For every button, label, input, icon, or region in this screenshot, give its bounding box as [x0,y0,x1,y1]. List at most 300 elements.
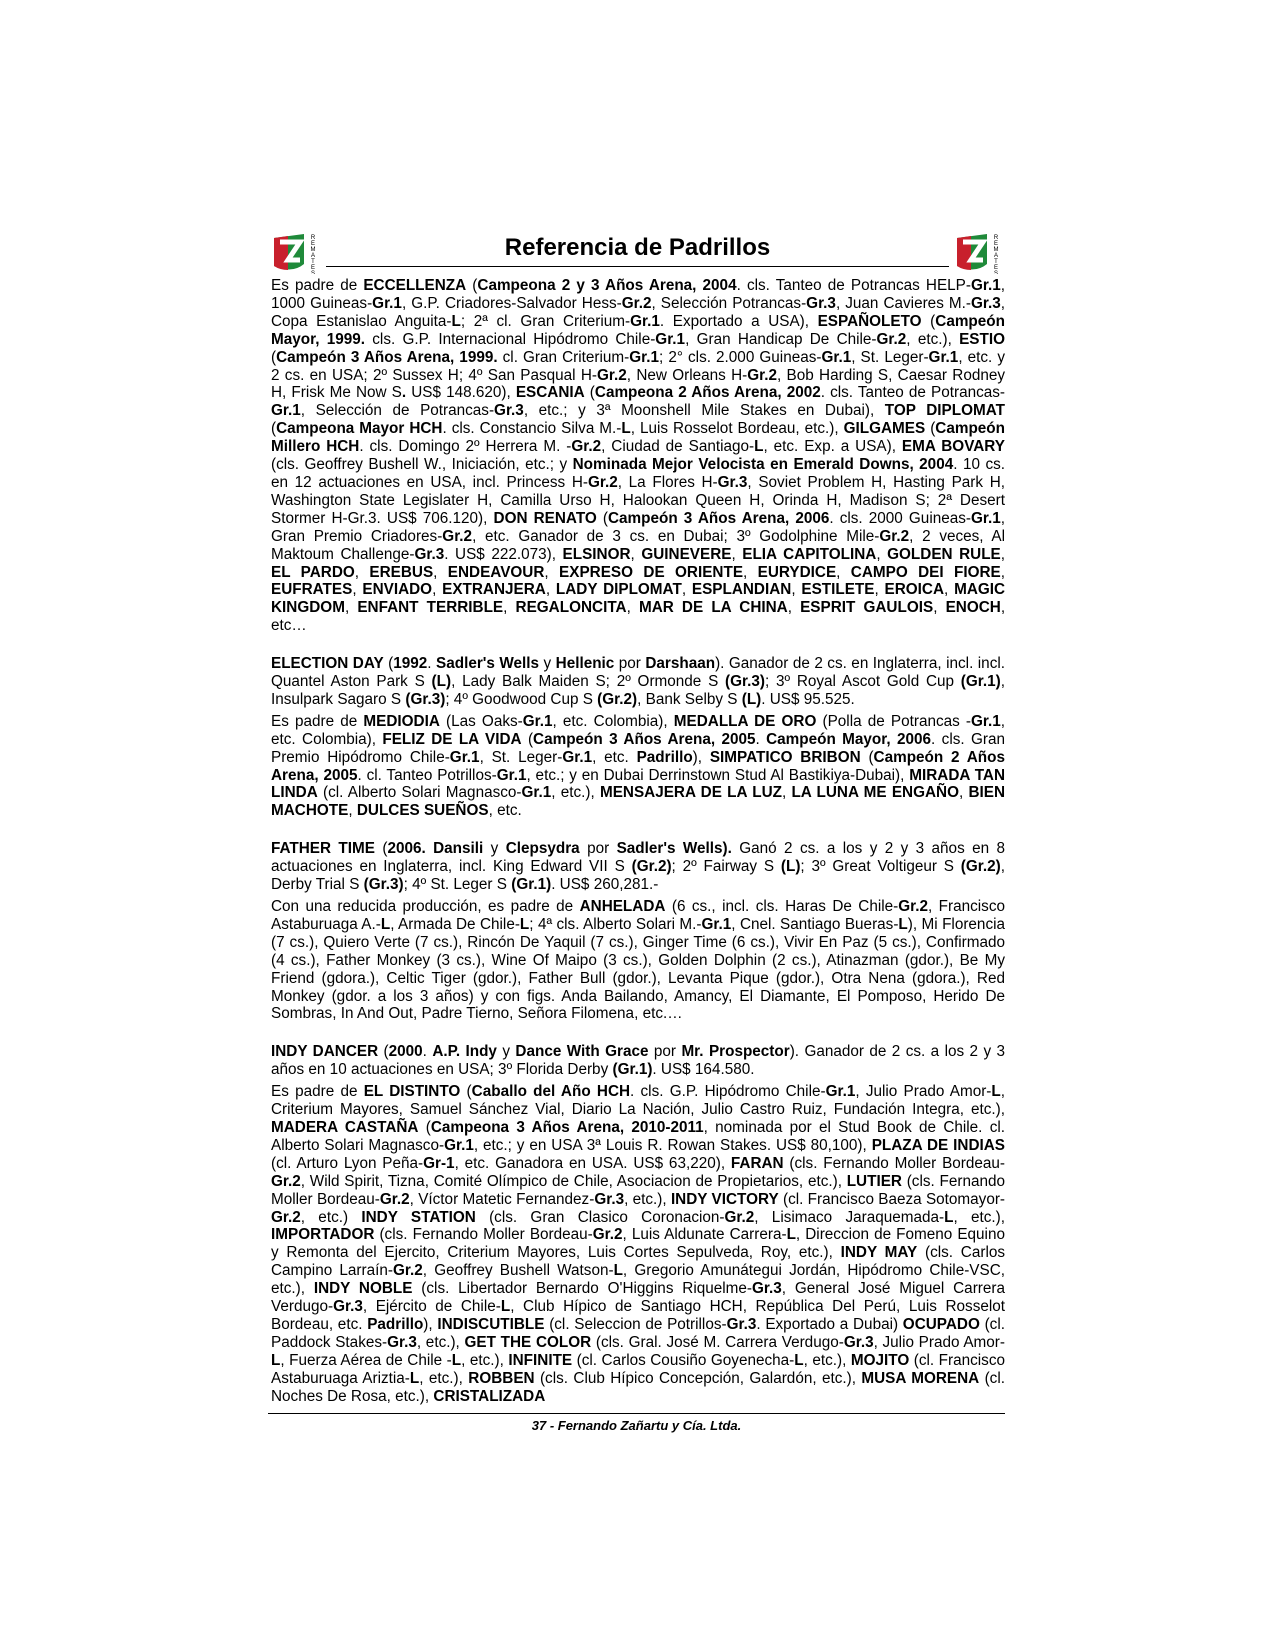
text-run: . US$ 164.580. [652,1061,755,1079]
bold-run: Campeón Mayor, 2006 [766,730,932,748]
text-run: . Exportado a Dubai) [756,1315,903,1333]
text-run: , [876,545,888,563]
text-run: ( [466,277,478,294]
text-run: , Ciudad de Santiago- [601,438,755,456]
text-run: , etc.), [551,784,600,802]
text-run: , etc.), [803,1351,851,1369]
text-run: ( [460,1083,472,1101]
text-run: ; 2° cls. 2.000 Guineas- [659,348,822,366]
bold-run: EREBUS [369,563,434,581]
page-footer: 37 - Fernando Zañartu y Cía. Ltda. [531,1418,742,1433]
bold-run: 1992 [393,655,428,673]
bold-run: MUSA MORENA [861,1369,980,1387]
bold-run: EL PARDO [271,563,355,581]
text-run: (cls. Libertador Bernardo O'Higgins Riquelme- [412,1280,753,1298]
text-run: . [422,1043,433,1061]
bold-run: CAMPO DEI FIORE [850,563,1001,581]
bold-run: (L) [741,690,762,708]
bold-run: Gr.1 [496,766,527,784]
text-run: , Geoffrey Bushell Watson- [422,1262,614,1280]
text-run: , Gregorio Amunátegui Jordán, Hipódromo Chile-VSC, etc.), [271,1262,1005,1298]
bold-run: L [613,1262,623,1280]
text-run: (cl. Carlos Cousiño Goyenecha- [572,1351,795,1369]
bold-run: ESTILETE [801,581,875,599]
text-run: (cls. Gral. José M. Carrera Verdugo- [591,1333,844,1351]
bold-run: Gr.3 [333,1298,363,1316]
bold-run: Gr.1 [522,712,553,730]
bold-run: (Gr.2) [631,858,672,876]
text-run: . cls. G.P. Hipódromo Chile- [630,1083,826,1101]
bold-run: ELIA CAPITOLINA [742,545,877,563]
remates-logo-left [270,228,322,274]
bold-run: Gr.3 [387,1333,417,1351]
text-run: . cls. Tanteo de Potrancas HELP- [736,277,971,294]
text-run: , [348,802,357,820]
bold-run: A.P. Indy [432,1043,497,1061]
text-run: , Gran Handicap De Chile- [685,330,877,348]
bold-run: GET THE COLOR [464,1333,592,1351]
bold-run: Clepsydra [505,840,580,858]
bold-run: Campeón 2 Años Arena, 2005 [271,748,1005,784]
bold-run: Campeona 3 Años Arena, 2010-2011 [430,1118,704,1136]
text-run: , Direccion de Fomeno Equino y Remonta del Ejercito, Criterium Mayores, Luis Cortes Sepulveda, Roy, etc.), [271,1226,1005,1262]
bold-run: EURYDICE [757,563,837,581]
text-run: , [874,581,885,599]
bold-run: (Gr.2) [597,690,638,708]
text-run: , Insulpark Sagaro S [271,673,1005,708]
indy-dancer-entry [271,1043,1005,1079]
bold-run: (Gr.3) [725,673,765,691]
bold-run: Sadler's Wells). [616,840,732,858]
bold-run: ESCANIA [515,384,585,402]
bold-run: Campeona Mayor HCH [276,420,443,438]
text-run: (cls. Fernando Moller Bordeau- [271,1172,1005,1208]
text-run: . Exportado a USA), [659,312,818,330]
text-run: , Francisco Astaburuaga A.- [271,898,1005,933]
bold-run: 2000 [388,1043,423,1061]
text-run: y [496,1043,516,1061]
bold-run: Gr.2 [898,898,929,915]
text-run: ), [692,748,710,766]
text-run: , [1000,563,1006,581]
text-run: (6 cs., incl. cls. Haras De Chile- [665,898,899,915]
text-run: (cls. Geoffrey Bushell W., Iniciación, etc.; y [271,456,573,474]
text-run: (cls. Gran Clasico Coronacion- [475,1208,725,1226]
bold-run: Gr.3 [843,1333,874,1351]
bold-run: Sadler's Wells [436,655,540,673]
text-run: , General José Miguel Carrera Verdugo- [271,1280,1005,1316]
bold-run: INFINITE [508,1351,573,1369]
text-run: , [944,581,955,599]
bold-run: ENFANT TERRIBLE [357,599,504,617]
text-run: (cl. Alberto Solari Magnasco- [317,784,522,802]
bold-run: EMA BOVARY [901,438,1005,456]
bold-run: MENSAJERA DE LA LUZ [599,784,782,802]
bold-run: DON RENATO [493,509,597,527]
text-run: . [755,730,767,748]
bold-run: Gr.3 [752,1280,782,1298]
bold-run: ELECTION DAY [271,655,384,673]
bold-run: L [754,438,764,456]
bold-run: Gr.2 [597,366,627,384]
father-time-progeny-paragraph [271,898,1005,1023]
text-run: , [344,599,358,617]
bold-run: Gr.2 [271,1208,301,1226]
bold-run: GILGAMES [843,420,926,438]
bold-run: INDY STATION [361,1208,476,1226]
text-run: ), Mi Florencia (7 cs.), Quiero Verte (7 cs.), Rincón De Yaquil (7 cs.), Ginger Time (6 cs.), Vivir En Paz (5 cs.), Confirmado (4 cs.), Father Monkey (3 cs.), Wine Of Maipo (3 cs.), Golden Dolphin (2 cs.), Atinazman (gdor.), Be My Friend (gdora.), Celtic Tiger (gdor.), Father Bull (gdor.), Levanta Pique (gdor.), Otra Nena (gdora.), Red Monkey (gdor. a los 3 años) y con figs. Anda Bailando, Amancy, El Diamante, El Pomposo, Herido De Sombras, In And Out, Padre Tierno, Señora Filomena, etc.… [271,915,1005,1023]
text-run: . US$ 260,281.- [551,876,659,894]
text-run: , Víctor Matetic Fernandez- [409,1190,595,1208]
text-run: cl. Gran Criterium- [497,348,630,366]
text-run: , etc.), [419,1369,469,1387]
text-run: US$ 148.620), [406,384,516,402]
indy-dancer-progeny-paragraph [271,1083,1005,1405]
bold-run: Gr.1 [701,915,732,933]
bold-run: Gr.2 [724,1208,755,1226]
bold-run: PLAZA DE INDIAS [871,1136,1006,1154]
svg-text:REMATES: R E M A T E S [310,235,316,274]
text-run: , St. Leger- [479,748,563,766]
bold-run: Gr.1 [970,509,1001,527]
text-run: , Bank Selby S [637,690,742,708]
text-run: ( [271,420,277,438]
remates-logo-right [953,228,1005,274]
election-day-progeny-paragraph [271,713,1005,820]
text-run: , etc. Ganador de 3 cs. en Dubai; 3º Godolphine Mile- [472,527,880,545]
text-run: , Selección de Potrancas- [300,402,495,420]
text-run: , 2 veces, Al Maktoum Challenge- [271,527,1005,563]
text-run: . cls. 2000 Guineas- [829,509,971,527]
text-run: , etc. Ganadora en USA. US$ 63,220), [454,1154,731,1172]
bold-run: Gr.2 [879,527,910,545]
text-run: , Copa Estanislao Anguita- [271,294,1006,330]
text-run: , etc. y 2 cs. en USA; 2º Sussex H; 4º San Pasqual H- [271,348,1006,384]
bold-run: ESPRIT GAULOIS [800,599,934,617]
bold-run: EUFRATES [271,581,353,599]
text-run: ( [271,348,277,366]
text-run: , [433,563,448,581]
bold-run: Gr.2 [392,1262,423,1280]
svg-text:REMATES: R E M A T E S [993,235,999,274]
bold-run: Gr.1 [970,277,1001,294]
text-run: , La Flores H- [617,473,718,491]
bold-run: Gr.1 [821,348,852,366]
text-run: , [836,563,851,581]
bold-run: Gr-1 [423,1154,455,1172]
bold-run: LUTIER [846,1172,902,1190]
text-run: , etc.), [416,1333,465,1351]
bold-run: INDY DANCER [271,1043,379,1061]
text-run: . [427,655,437,673]
text-run: ( [596,509,608,527]
father-time-entry [271,840,1005,894]
bold-run: INDY NOBLE [313,1280,413,1298]
text-run: , [791,581,802,599]
bold-run: Gr.2 [271,1172,301,1190]
bold-run: L [380,915,391,933]
bold-run: MEDIODIA [363,712,440,730]
bold-run: (Gr.2) [960,858,1001,876]
text-run: , Luis Rosselot Bordeau, etc.), [630,420,844,438]
bold-run: Campeona 2 y 3 Años Arena, 2004 [477,277,737,294]
bold-run: Gr.1 [521,784,552,802]
text-run: (cl. Francisco Baeza Sotomayor- [778,1190,1006,1208]
text-run: , Bob Harding S, Caesar Rodney H, Frisk Me Now S [271,366,1006,402]
bold-run: Gr.2 [621,294,652,312]
text-run: , Julio Prado Amor- [873,1333,1005,1351]
text-run: . cls. Constancio Silva M.- [442,420,622,438]
text-run: ; 4º Goodwood Cup S [445,690,598,708]
bold-run: Gr.3 [594,1190,625,1208]
bold-run: Gr.1 [444,1136,474,1154]
text-run: , etc.; y en USA 3ª Louis R. Rowan Stakes. US$ 80,100), [473,1136,872,1154]
text-run: (cls. Carlos Campino Larraín- [271,1244,1006,1280]
bold-run: Gr.1 [630,312,660,330]
bold-run: L [786,1226,796,1244]
text-run: , etc. [592,748,637,766]
text-run: , etc. Exp. a USA), [763,438,902,456]
text-run: , [731,545,743,563]
text-run: , Derby Trial S [271,858,1005,894]
text-run: , etc.), [461,1351,509,1369]
text-run: , [781,784,792,802]
text-run: (cl. Francisco Astaburuaga Ariztia- [271,1351,1005,1387]
text-run: , Cnel. Santiago Bueras- [731,915,899,933]
bold-run: INDY VICTORY [670,1190,779,1208]
text-run: , Lisimaco Jaraquemada- [754,1208,945,1226]
text-run: , [544,563,560,581]
text-run: , [681,581,692,599]
text-run: , Wild Spirit, Tizna, Comité Olímpico de Chile, Asociacion de Propietarios, etc.), [300,1172,847,1190]
text-run: (cl. Arturo Lyon Peña- [271,1154,424,1172]
text-run: (cls. Fernando Moller Bordeau- [374,1226,593,1244]
bold-run: Padrillo [636,748,693,766]
text-run: , etc.), [906,330,960,348]
bold-run: Gr.2 [442,527,473,545]
bold-run: L [271,1351,281,1369]
bold-run: Gr.1 [971,712,1001,730]
text-run: , Ejército de Chile- [362,1298,501,1316]
bold-run: MAR DE LA CHINA [638,599,788,617]
text-run: (cls. Fernando Moller Bordeau- [783,1154,1005,1172]
bold-run: Gr.2 [588,473,618,491]
bold-run: Darshaan [645,655,716,673]
bold-run: EROICA [884,581,945,599]
bold-run: Campeón Millero HCH [271,420,1005,456]
text-run: . cls. Tanteo de Potrancas- [820,384,1005,402]
text-run: , etc.; y 3ª Moonshell Mile Stakes en Dubai), [523,402,885,420]
eccellenza-progeny-paragraph [271,277,1005,635]
bold-run: MEDALLA DE ORO [673,712,817,730]
text-run: Ganó 2 cs. a los y 2 y 3 años en 8 actuaciones en Inglaterra, incl. King Edward VII S [271,840,1006,876]
text-run: ; 4º St. Leger S [403,876,512,894]
bold-run: REGALONCITA [515,599,627,617]
text-run: , etc. Colombia), [552,712,674,730]
bold-run: Padrillo [367,1315,424,1333]
text-run: ). Ganador de 2 cs. a los 2 y 3 años en 10 actuaciones en USA; 3º Florida Derby [271,1043,1006,1079]
text-run: . cl. Tanteo Potrillos- [357,766,497,784]
text-run: , [743,563,758,581]
text-run: (cl. Paddock Stakes- [271,1315,1005,1351]
bold-run: Gr.2 [876,330,907,348]
footer-rule [268,1413,1005,1414]
bold-run: ANHELADA [579,898,666,915]
bold-run: Dance With Grace [515,1043,649,1061]
bold-run: Campeón 3 Años Arena, 1999. [276,348,498,366]
text-run: Es padre de [271,1083,364,1101]
text-run: , etc.; y en Dubai Derrinstown Stud Al Bastikiya-Dubai), [526,766,910,784]
bold-run: FELIZ DE LA VIDA [382,730,522,748]
text-run: , [626,599,639,617]
text-run: , etc… [271,599,1006,635]
text-run: (cl. Seleccion de Potrillos- [544,1315,727,1333]
bold-run: MIRADA TAN LINDA [271,766,1006,802]
text-run: , [354,563,370,581]
bold-run: ESPAÑOLETO [817,312,922,330]
bold-run: INDISCUTIBLE [437,1315,545,1333]
text-run: Con una reducida producción, es padre de [271,898,580,915]
text-run: y [539,655,556,673]
bold-run: Gr.1 [372,294,402,312]
text-run: ( [925,420,936,438]
bold-run: ELSINOR [562,545,631,563]
bold-run: ESTIO [959,330,1005,348]
text-run: , [958,784,969,802]
text-run: . 10 cs. en 12 actuaciones en USA, incl. Princess H- [271,456,1005,491]
bold-run: MADERA CASTAÑA [271,1118,419,1136]
text-run: , etc. [488,802,522,820]
text-run: . cls. Gran Premio Hipódromo Chile- [271,730,1005,766]
text-run: , [432,581,443,599]
bold-run: (Gr.3) [363,876,404,894]
text-run: , G.P. Criadores-Salvador Hess- [401,294,622,312]
bold-run: L [451,312,461,330]
text-run: Es padre de [271,712,364,730]
bold-run: Gr.3 [726,1315,757,1333]
bold-run: Gr.2 [592,1226,623,1244]
text-run: ( [383,655,394,673]
bold-run: Gr.2 [747,366,777,384]
text-run: cls. G.P. Internacional Hipódromo Chile- [365,330,656,348]
bold-run: Campeona 2 Años Arena, 2002 [594,384,821,402]
text-run: , Fuerza Aérea de Chile - [280,1351,452,1369]
text-run: , St. Leger- [851,348,929,366]
bold-run: Gr.3 [806,294,836,312]
bold-run: Gr.1 [562,748,593,766]
bold-run: ENOCH [945,599,1001,617]
bold-run: (L) [780,858,801,876]
bold-run: LADY DIPLOMAT [555,581,682,599]
bold-run: GUINEVERE [641,545,732,563]
text-run: por [648,1043,682,1061]
text-run: , [1000,545,1006,563]
bold-run: L [451,1351,462,1369]
text-run: (cl. Noches De Rosa, etc.), [271,1369,1005,1405]
bold-run: L [944,1208,954,1226]
text-run: (Polla de Potrancas - [816,712,971,730]
title-underline [326,266,949,267]
bold-run: Campeón 3 Años Arena, 2006 [608,509,830,527]
bold-run: EL DISTINTO [363,1083,461,1101]
bold-run: Gr.1 [449,748,480,766]
bold-run: L [500,1298,511,1316]
text-run: , Selección Potrancas- [651,294,807,312]
bold-run: IMPORTADOR [271,1226,375,1244]
bold-run: Gr.1 [629,348,660,366]
text-run: , [352,581,363,599]
bold-run: EXPRESO DE ORIENTE [559,563,744,581]
text-run: ( [374,840,388,858]
bold-run: L [519,915,530,933]
text-run: , [630,545,642,563]
text-run: ( [521,730,534,748]
bold-run: Gr.1 [271,402,301,420]
bold-run: DULCES SUEÑOS [356,802,489,820]
bold-run: L [991,1083,1001,1101]
bold-run: Gr.3 [414,545,445,563]
bold-run: LA LUNA ME ENGAÑO [791,784,959,802]
bold-run: Gr.3 [717,473,748,491]
bold-run: Gr.2 [571,438,602,456]
text-run: , [545,581,556,599]
text-run: ; 3º Royal Ascot Gold Cup [764,673,961,691]
bold-run: ENVIADO [362,581,433,599]
bold-run: FATHER TIME [271,840,375,858]
bold-run: EXTRANJERA [442,581,546,599]
bold-run: TOP DIPLOMAT [884,402,1006,420]
text-run: , etc.) [300,1208,362,1226]
bold-run: CRISTALIZADA [433,1387,546,1405]
text-run: , Gran Premio Criadores- [271,509,1005,545]
text-run: , [787,599,801,617]
text-run: , [933,599,946,617]
text-run: ; 4ª cls. Alberto Solari M.- [529,915,702,933]
bold-run: Gr.3 [494,402,524,420]
bold-run: L [794,1351,804,1369]
bold-run: MAGIC KINGDOM [271,581,1006,617]
text-run: , Club Hípico de Santiago HCH, República Del Perú, Luis Rosselot Bordeau, etc. [271,1298,1006,1333]
bold-run: L [898,915,908,933]
text-run: Es padre de [271,277,364,294]
bold-run: GOLDEN RULE [887,545,1001,563]
text-run: , Julio Prado Amor- [855,1083,992,1101]
text-run: , Lady Balk Maiden S; 2º Ormonde S [451,673,726,691]
bold-run: ROBBEN [468,1369,535,1387]
text-run: . cls. Domingo 2º Herrera M. - [359,438,572,456]
text-run: , Soviet Problem H, Hasting Park H, Washington State Legislater H, Camilla Urso H, Halookan Queen H, Orinda H, Madison S; 2ª Desert Stormer H-Gr.3. US$ 706.120), [271,473,1006,527]
bold-run: BIEN MACHOTE [271,784,1006,820]
bold-run: Nominada Mejor Velocista en Emerald Downs, 2004 [572,456,954,474]
text-run: . US$ 222.073), [444,545,563,563]
text-run: , Criterium Mayores, Samuel Sánchez Vial, Diario La Nación, Julio Castro Ruiz, Fundación Integra, etc.), [271,1083,1005,1119]
text-run: , New Orleans H- [626,366,748,384]
document-body [271,277,1005,1405]
bold-run: Caballo del Año HCH [471,1083,631,1101]
bold-run: Gr.1 [655,330,686,348]
bold-run: Mr. Prospector [681,1043,790,1061]
bold-run: (Gr.1) [960,673,1001,691]
text-run: ( [584,384,595,402]
bold-run: (Gr.1) [511,876,552,894]
bold-run: ESPLANDIAN [691,581,792,599]
text-run: ; 2º Fairway S [671,858,781,876]
text-run: ( [860,748,874,766]
bold-run: Gr.1 [825,1083,856,1101]
text-run: ; 3º Great Voltigeur S [800,858,961,876]
bold-run: Gr.2 [379,1190,410,1208]
bold-run: ECCELLENZA [363,277,467,294]
